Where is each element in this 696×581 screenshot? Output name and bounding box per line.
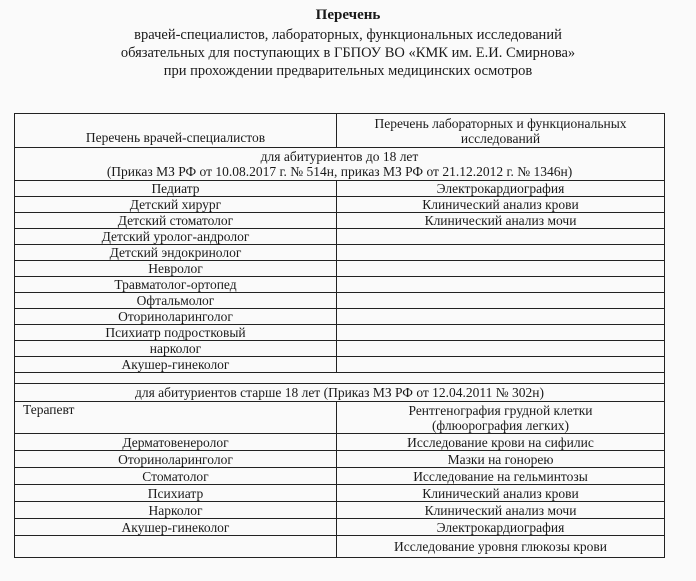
table-row bbox=[15, 197, 665, 213]
doctor-cell: Невролог bbox=[15, 261, 337, 277]
doctor-cell: Стоматолог bbox=[15, 468, 337, 485]
test-cell: Клинический анализ мочи bbox=[337, 502, 665, 519]
table-row bbox=[15, 536, 665, 558]
doctor-cell bbox=[15, 536, 337, 558]
table-row bbox=[15, 451, 665, 468]
table-row bbox=[15, 261, 665, 277]
table-row bbox=[15, 434, 665, 451]
test-cell: Электрокардиография bbox=[337, 519, 665, 536]
test-cell: Клинический анализ крови bbox=[337, 485, 665, 502]
doctor-cell: Офтальмолог bbox=[15, 293, 337, 309]
doctor-cell: Детский уролог-андролог bbox=[15, 229, 337, 245]
table-row bbox=[15, 181, 665, 197]
table-row bbox=[15, 309, 665, 325]
doctor-cell: Психиатр bbox=[15, 485, 337, 502]
doctor-cell: Терапевт bbox=[15, 402, 337, 434]
test-cell: Исследование уровня глюкозы крови bbox=[337, 536, 665, 558]
test-cell: Исследование на гельминтозы bbox=[337, 468, 665, 485]
col1-header: Перечень врачей-специалистов bbox=[15, 114, 337, 148]
col2-header: Перечень лабораторных и функциональных исследований bbox=[337, 114, 665, 148]
doctor-cell: Детский хирург bbox=[15, 197, 337, 213]
table-row bbox=[15, 341, 665, 357]
doctor-cell: Оториноларинголог bbox=[15, 309, 337, 325]
test-cell: Электрокардиография bbox=[337, 181, 665, 197]
test-cell: Клинический анализ мочи bbox=[337, 213, 665, 229]
doctor-cell: Детский эндокринолог bbox=[15, 245, 337, 261]
test-cell bbox=[337, 341, 665, 357]
test-cell bbox=[337, 277, 665, 293]
table-row bbox=[15, 402, 665, 434]
doctor-cell: Оториноларинголог bbox=[15, 451, 337, 468]
table-row bbox=[15, 468, 665, 485]
doctor-cell: Акушер-гинеколог bbox=[15, 357, 337, 373]
section1-title-line-2: (Приказ МЗ РФ от 10.08.2017 г. № 514н, приказ МЗ РФ от 21.12.2012 г. № 1346н) bbox=[106, 164, 573, 179]
table-row bbox=[15, 519, 665, 536]
test-cell bbox=[337, 402, 665, 434]
document-subtitle-line-1: врачей-специалистов, лабораторных, функциональных исследований bbox=[134, 27, 562, 43]
test-cell: Мазки на гонорею bbox=[337, 451, 665, 468]
doctor-cell: нарколог bbox=[15, 341, 337, 357]
doctor-cell: Педиатр bbox=[15, 181, 337, 197]
doctor-cell: Психиатр подростковый bbox=[15, 325, 337, 341]
section-header-over-18 bbox=[15, 384, 665, 402]
document-subtitle-line-3: при прохождении предварительных медицинских осмотров bbox=[163, 63, 533, 79]
table-header-row bbox=[15, 114, 665, 148]
section1-title-line-1: для абитуриентов до 18 лет bbox=[260, 149, 419, 164]
table-row bbox=[15, 213, 665, 229]
doctor-cell: Дерматовенеролог bbox=[15, 434, 337, 451]
test-cell bbox=[337, 325, 665, 341]
test-cell bbox=[337, 229, 665, 245]
doctor-cell: Детский стоматолог bbox=[15, 213, 337, 229]
test-cell bbox=[337, 357, 665, 373]
test-cell bbox=[337, 245, 665, 261]
doctor-cell: Акушер-гинеколог bbox=[15, 519, 337, 536]
section2-title: для абитуриентов старше 18 лет (Приказ МЗ РФ от 12.04.2011 № 302н) bbox=[15, 384, 665, 402]
doctor-cell: Травматолог-ортопед bbox=[15, 277, 337, 293]
table-row bbox=[15, 325, 665, 341]
test-cell bbox=[337, 261, 665, 277]
test-cell: Исследование крови на сифилис bbox=[337, 434, 665, 451]
test-cell: Клинический анализ крови bbox=[337, 197, 665, 213]
doctor-cell: Нарколог bbox=[15, 502, 337, 519]
document-title: Перечень bbox=[315, 7, 381, 23]
table-row bbox=[15, 229, 665, 245]
table-row bbox=[15, 293, 665, 309]
table-row bbox=[15, 485, 665, 502]
test-cell bbox=[337, 293, 665, 309]
test-line-1: Рентгенография грудной клетки bbox=[408, 402, 593, 418]
table-row bbox=[15, 502, 665, 519]
section-header-under-18 bbox=[15, 148, 665, 181]
spacer-row bbox=[15, 373, 665, 384]
table-row bbox=[15, 245, 665, 261]
table-row bbox=[15, 277, 665, 293]
table-row bbox=[15, 357, 665, 373]
test-cell bbox=[337, 309, 665, 325]
document-subtitle-line-2: обязательных для поступающих в ГБПОУ ВО «КМК им. Е.И. Смирнова» bbox=[120, 45, 576, 61]
requirements-table bbox=[14, 113, 665, 558]
test-line-2: (флюорография легких) bbox=[431, 417, 570, 433]
